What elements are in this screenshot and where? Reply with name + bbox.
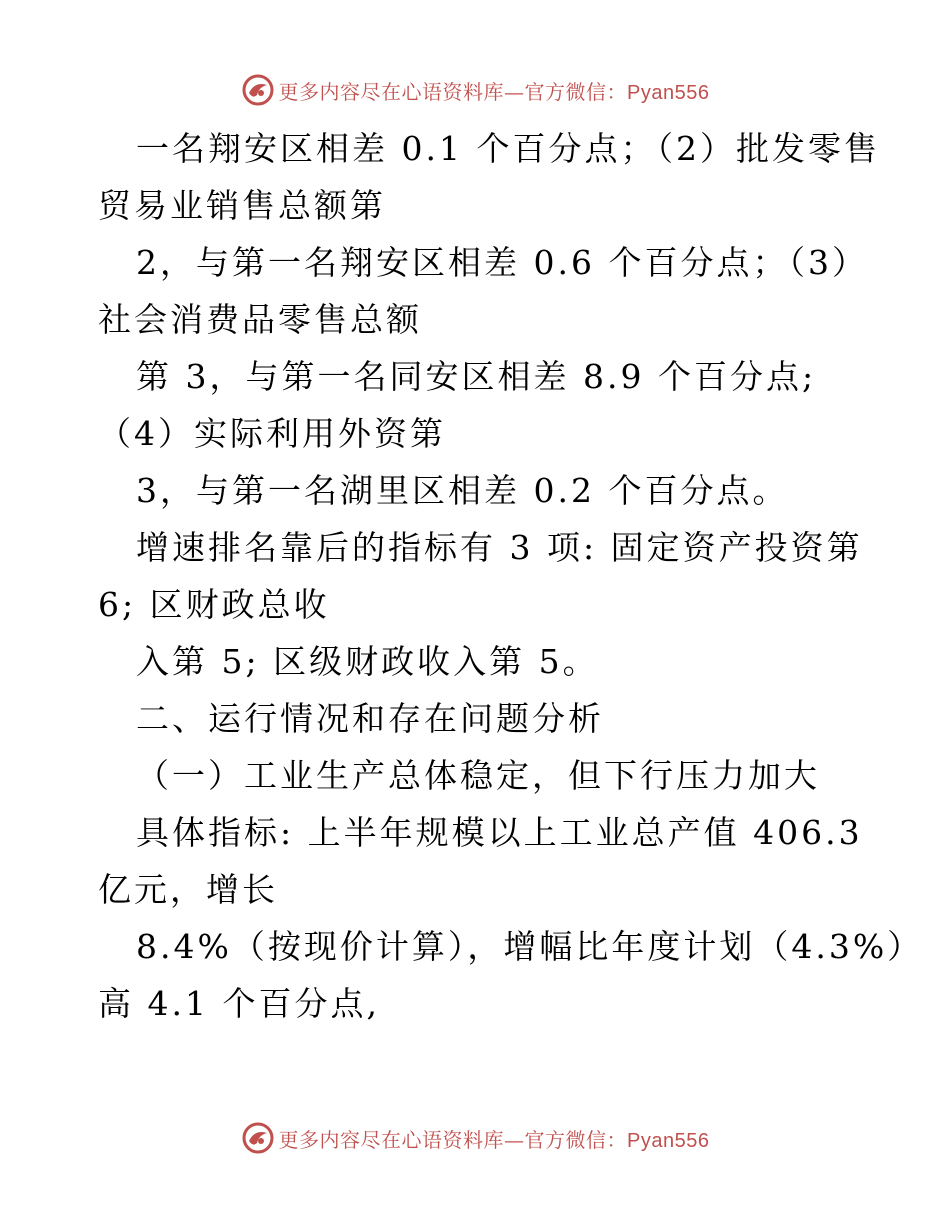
text-line: 增速排名靠后的指标有 3 项: 固定资产投资第 bbox=[136, 528, 863, 567]
text-line: 贸易业销售总额第 bbox=[98, 186, 386, 225]
footer-banner-text: 更多内容尽在心语资料库—官方微信：Pyan556 bbox=[278, 1127, 710, 1152]
text-line: 具体指标: 上半年规模以上工业总产值 406.3 bbox=[136, 813, 863, 852]
header-banner bbox=[0, 70, 950, 110]
footer-banner bbox=[0, 1118, 950, 1158]
text-line: 社会消费品零售总额 bbox=[98, 300, 422, 339]
text-line: 高 4.1 个百分点, bbox=[98, 984, 380, 1023]
text-line: 2，与第一名翔安区相差 0.6 个百分点；（3） bbox=[136, 243, 868, 282]
red-swirl-logo-icon bbox=[241, 1121, 275, 1155]
text-line: 3，与第一名湖里区相差 0.2 个百分点。 bbox=[136, 471, 789, 510]
text-line: （4）实际利用外资第 bbox=[98, 414, 446, 453]
text-line: 第 3，与第一名同安区相差 8.9 个百分点; bbox=[136, 357, 817, 396]
footer-wechat-id: Pyan556 bbox=[627, 1129, 710, 1152]
text-line: 亿元，增长 bbox=[98, 870, 278, 909]
text-line: 一名翔安区相差 0.1 个百分点；（2）批发零售 bbox=[136, 129, 880, 168]
text-line: 6; 区财政总收 bbox=[98, 585, 330, 624]
document-body bbox=[98, 120, 924, 1032]
red-swirl-logo-icon bbox=[241, 73, 275, 107]
header-banner-text: 更多内容尽在心语资料库—官方微信：Pyan556 bbox=[278, 79, 710, 104]
text-line: 入第 5; 区级财政收入第 5。 bbox=[136, 642, 599, 681]
header-wechat-id: Pyan556 bbox=[627, 81, 710, 104]
text-line: 8.4%（按现价计算），增幅比年度计划（4.3%） bbox=[136, 927, 924, 966]
text-line: （一）工业生产总体稳定，但下行压力加大 bbox=[136, 756, 820, 795]
text-line: 二、运行情况和存在问题分析 bbox=[136, 699, 604, 738]
